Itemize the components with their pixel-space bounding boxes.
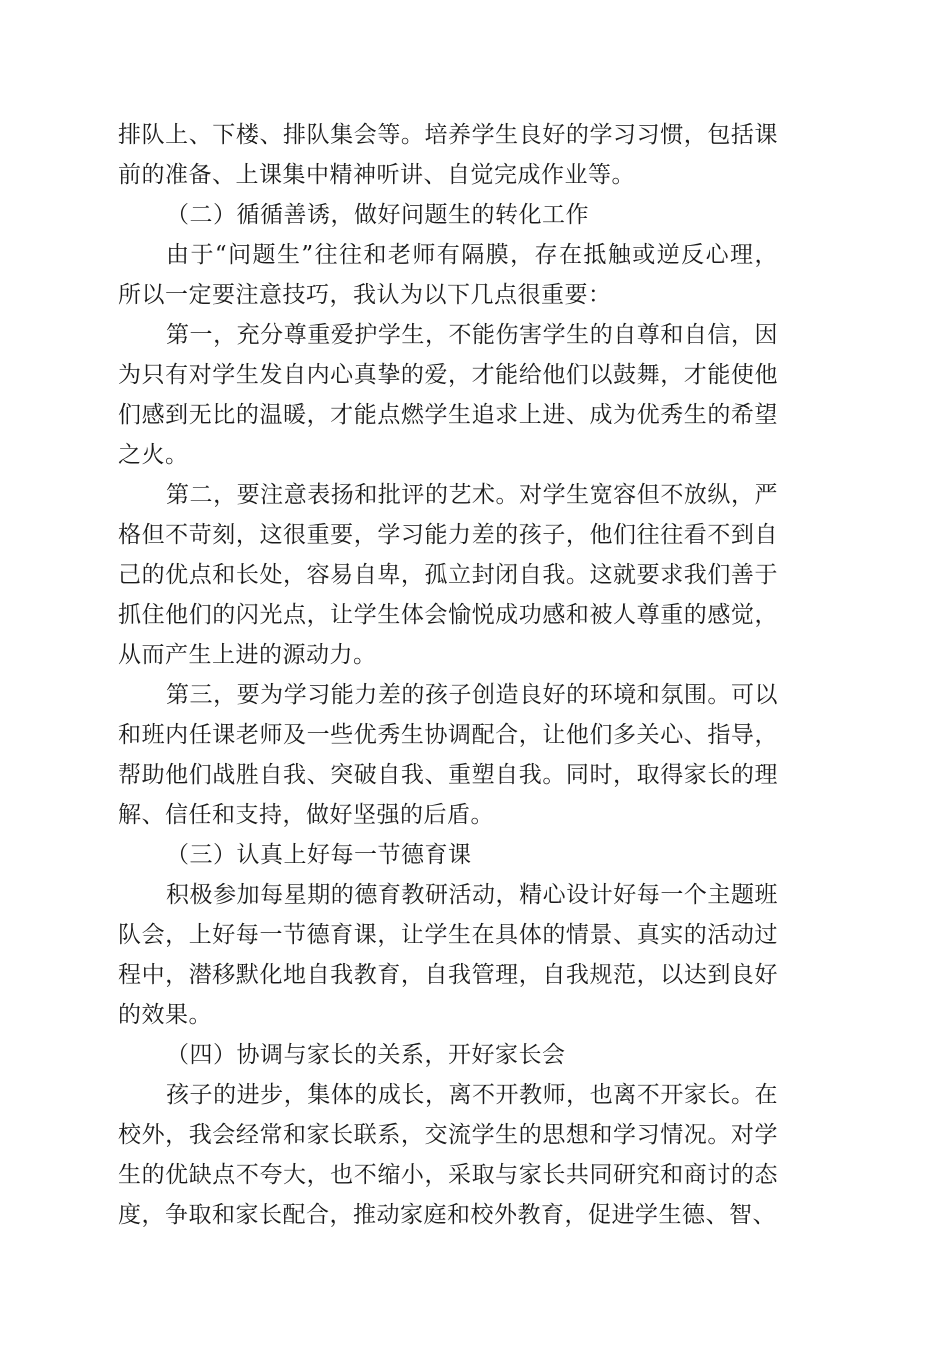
document-body [118,115,778,1235]
paragraph-point-2: 第二，要注意表扬和批评的艺术。对学生宽容但不放纵，严格但不苛刻，这很重要，学习能力差的孩子，他们往往看不到自己的优点和长处，容易自卑，孤立封闭自我。这就要求我们善于抓住他们的闪光点，让学生体会愉悦成功感和被人尊重的感觉，从而产生上进的源动力。 [118,482,778,668]
paragraph-parents: 孩子的进步，集体的成长，离不开教师，也离不开家长。在校外，我会经常和家长联系，交流学生的思想和学习情况。对学生的优缺点不夸大，也不缩小，采取与家长共同研究和商讨的态度，争取和家长配合，推动家庭和校外教育，促进学生德、智、 [118,1082,778,1228]
section-heading-2: （二）循循善诱，做好问题生的转化工作 [166,202,589,228]
paragraph-problem-students: 由于“问题生”往往和老师有隔膜，存在抵触或逆反心理，所以一定要注意技巧，我认为以下几点很重要： [118,242,778,308]
paragraph-point-1: 第一，充分尊重爱护学生，不能伤害学生的自尊和自信，因为只有对学生发自内心真挚的爱，才能给他们以鼓舞，才能使他们感到无比的温暖，才能点燃学生追求上进、成为优秀生的希望之火。 [118,322,778,468]
paragraph-moral-class: 积极参加每星期的德育教研活动，精心设计好每一个主题班队会，上好每一节德育课，让学生在具体的情景、真实的活动过程中，潜移默化地自我教育，自我管理，自我规范，以达到良好的效果。 [118,882,778,1028]
section-heading-3: （三）认真上好每一节德育课 [166,842,472,868]
paragraph-point-3: 第三，要为学习能力差的孩子创造良好的环境和氛围。可以和班内任课老师及一些优秀生协调配合，让他们多关心、指导，帮助他们战胜自我、突破自我、重塑自我。同时，取得家长的理解、信任和支持，做好坚强的后盾。 [118,682,778,828]
section-heading-4: （四）协调与家长的关系，开好家长会 [166,1042,566,1068]
paragraph-continuation: 排队上、下楼、排队集会等。培养学生良好的学习习惯，包括课前的准备、上课集中精神听讲、自觉完成作业等。 [118,122,778,188]
